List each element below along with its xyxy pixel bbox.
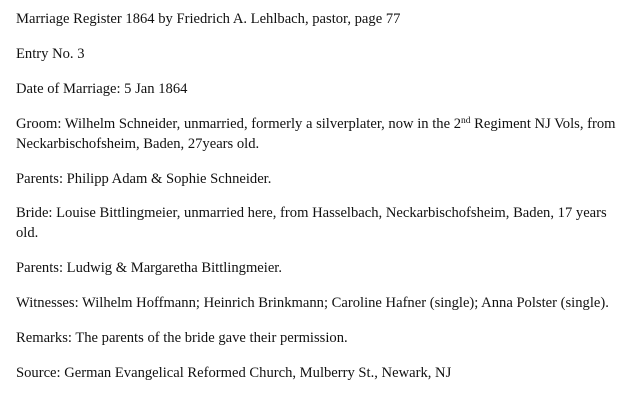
groom-text-start: Groom: Wilhelm Schneider, unmarried, formerly a silverplater, now in the 2 (16, 116, 461, 132)
groom-details (16, 114, 624, 154)
witnesses: Witnesses: Wilhelm Hoffmann; Heinrich Brinkmann; Caroline Hafner (single); Anna Polster (single). (16, 295, 609, 311)
bride-parents: Parents: Ludwig & Margaretha Bittlingmeier. (16, 260, 283, 276)
source: Source: German Evangelical Reformed Church, Mulberry St., Newark, NJ (16, 365, 452, 381)
groom-parents: Parents: Philipp Adam & Sophie Schneider. (16, 171, 272, 187)
groom-text-end: Regiment NJ Vols, from Neckarbischofsheim, Baden, 27years old. (16, 116, 616, 152)
entry-number: Entry No. 3 (16, 46, 85, 62)
ordinal-suffix: nd (461, 116, 471, 126)
remarks: Remarks: The parents of the bride gave their permission. (16, 330, 348, 346)
bride-details: Bride: Louise Bittlingmeier, unmarried here, from Hasselbach, Neckarbischofsheim, Baden, 17 years old. (16, 205, 607, 241)
marriage-date: Date of Marriage: 5 Jan 1864 (16, 81, 188, 97)
register-header: Marriage Register 1864 by Friedrich A. Lehlbach, pastor, page 77 (16, 11, 401, 27)
